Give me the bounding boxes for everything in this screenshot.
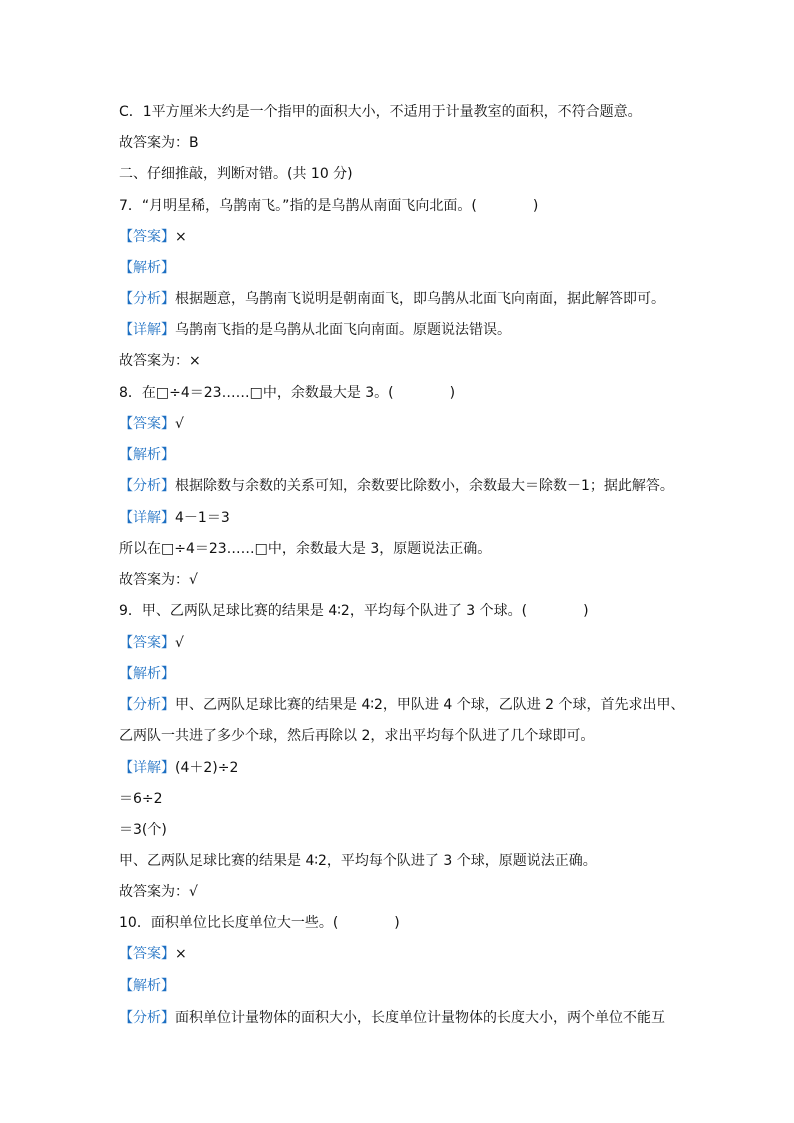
q9-detail	[119, 758, 238, 778]
q10-answer-value: ×	[175, 946, 187, 962]
q8-answer-value: √	[175, 416, 184, 432]
analysis-tag: 【分析】	[119, 697, 175, 713]
q7-explain-tag	[119, 258, 175, 278]
q7-answer-value: ×	[175, 229, 187, 245]
question-9: 9．甲、乙两队足球比赛的结果是 4∶2，平均每个队进了 3 个球。( )	[119, 603, 589, 619]
q10-analysis	[119, 1008, 665, 1028]
answer-tag: 【答案】	[119, 946, 175, 962]
q8-detail-continued: 所以在□÷4＝23……□中，余数最大是 3，原题说法正确。	[119, 541, 492, 557]
q10-explain-tag	[119, 976, 175, 996]
explain-tag: 【解析】	[119, 447, 175, 463]
q9-detail-summary: 甲、乙两队足球比赛的结果是 4∶2，平均每个队进了 3 个球，原题说法正确。	[119, 853, 597, 869]
q8-detail-text: 4－1＝3	[175, 510, 230, 526]
q7-detail-text: 乌鹊南飞指的是乌鹊从北面飞向南面。原题说法错误。	[175, 322, 511, 338]
q8-detail	[119, 508, 230, 528]
q8-answer	[119, 414, 184, 434]
answer-conclusion: 故答案为：B	[119, 135, 199, 151]
detail-tag: 【详解】	[119, 760, 175, 776]
q7-detail	[119, 320, 511, 340]
q8-analysis-text: 根据除数与余数的关系可知，余数要比除数小，余数最大＝除数－1；据此解答。	[175, 478, 674, 494]
q8-analysis	[119, 476, 674, 496]
q9-step-2: ＝6÷2	[119, 791, 163, 807]
question-10: 10．面积单位比长度单位大一些。( )	[119, 915, 400, 931]
q9-conclusion: 故答案为：√	[119, 884, 198, 900]
q9-analysis-text: 甲、乙两队足球比赛的结果是 4∶2，甲队进 4 个球，乙队进 2 个球，首先求出甲、	[175, 697, 685, 713]
analysis-tag: 【分析】	[119, 478, 175, 494]
q9-answer	[119, 633, 184, 653]
q7-conclusion: 故答案为：×	[119, 353, 201, 369]
q7-answer	[119, 227, 187, 247]
analysis-tag: 【分析】	[119, 291, 175, 307]
answer-tag: 【答案】	[119, 635, 175, 651]
explain-tag: 【解析】	[119, 666, 175, 682]
option-c-explanation: C．1平方厘米大约是一个指甲的面积大小，不适用于计量教室的面积，不符合题意。	[119, 104, 642, 120]
explain-tag: 【解析】	[119, 978, 175, 994]
q7-analysis	[119, 289, 665, 309]
answer-tag: 【答案】	[119, 229, 175, 245]
question-8: 8．在□÷4＝23……□中，余数最大是 3。( )	[119, 385, 456, 401]
detail-tag: 【详解】	[119, 322, 175, 338]
analysis-tag: 【分析】	[119, 1010, 175, 1026]
answer-tag: 【答案】	[119, 416, 175, 432]
q9-step-3: ＝3(个)	[119, 822, 167, 838]
question-7: 7．“月明星稀，乌鹊南飞。”指的是乌鹊从南面飞向北面。( )	[119, 198, 539, 214]
q9-analysis-continued: 乙两队一共进了多少个球，然后再除以 2，求出平均每个队进了几个球即可。	[119, 728, 595, 744]
q10-answer	[119, 944, 187, 964]
q9-analysis	[119, 695, 685, 715]
q7-analysis-text: 根据题意，乌鹊南飞说明是朝南面飞，即乌鹊从北面飞向南面，据此解答即可。	[175, 291, 665, 307]
q10-analysis-text: 面积单位计量物体的面积大小，长度单位计量物体的长度大小，两个单位不能互	[175, 1010, 665, 1026]
q8-conclusion: 故答案为：√	[119, 572, 198, 588]
q8-explain-tag	[119, 445, 175, 465]
explain-tag: 【解析】	[119, 260, 175, 276]
section-heading: 二、仔细推敲，判断对错。(共 10 分)	[119, 166, 353, 182]
q9-explain-tag	[119, 664, 175, 684]
q9-answer-value: √	[175, 635, 184, 651]
detail-tag: 【详解】	[119, 510, 175, 526]
q9-detail-text: (4＋2)÷2	[175, 760, 239, 776]
